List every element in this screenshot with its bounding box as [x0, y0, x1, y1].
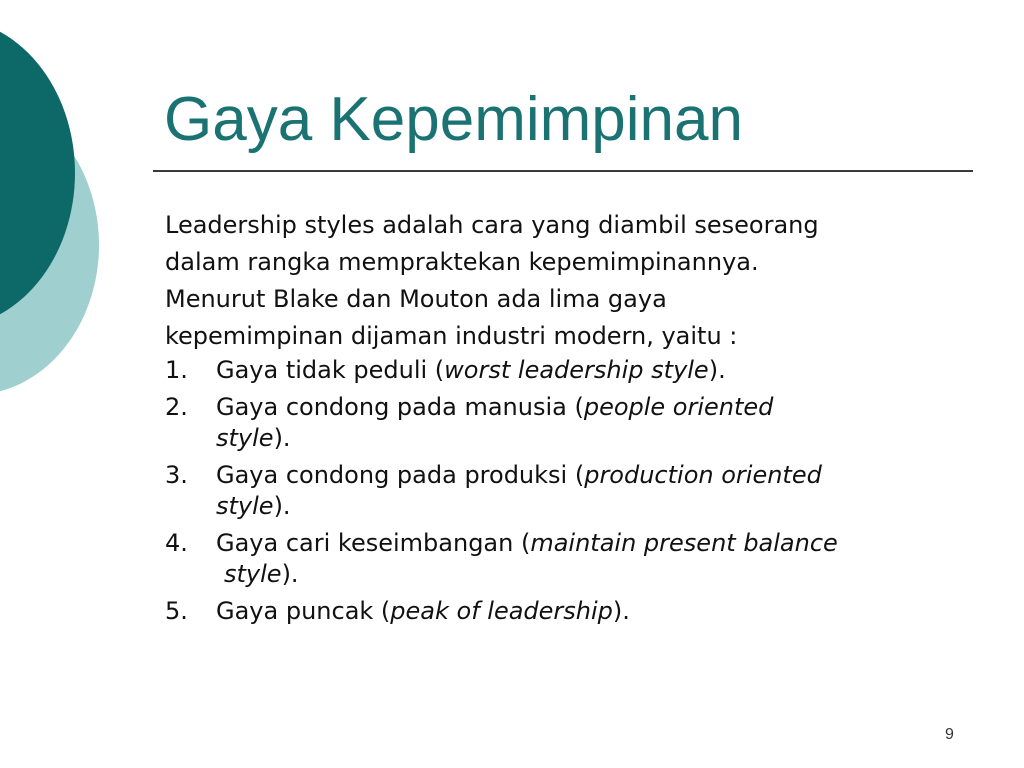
- style-english: people oriented: [583, 393, 774, 421]
- list-item: [165, 392, 965, 454]
- closing-punct: ).: [708, 356, 726, 384]
- list-item-line: [216, 392, 965, 423]
- list-item-number: 2.: [165, 393, 188, 421]
- intro-line: kepemimpinan dijaman industri modern, yaitu :: [165, 322, 738, 350]
- style-english: peak of leadership: [390, 597, 613, 625]
- list-item-number: 3.: [165, 461, 188, 489]
- closing-punct: ).: [273, 492, 291, 520]
- style-english: production oriented: [584, 461, 822, 489]
- closing-punct: ).: [612, 597, 630, 625]
- list-item-number: 5.: [165, 597, 188, 625]
- list-item-line-continued: [216, 423, 965, 454]
- list-item: [165, 460, 965, 522]
- intro-line: dalam rangka mempraktekan kepemimpinannya.: [165, 248, 759, 276]
- style-name: Gaya tidak peduli (: [216, 356, 445, 384]
- list-item-number: 1.: [165, 356, 188, 384]
- closing-punct: ).: [273, 424, 291, 452]
- list-item-line: [216, 460, 965, 491]
- slide-body: [165, 207, 965, 633]
- style-name: Gaya cari keseimbangan (: [216, 529, 531, 557]
- style-name: Gaya condong pada produksi (: [216, 461, 585, 489]
- leadership-styles-list: [165, 355, 965, 627]
- style-english-continued: style: [224, 560, 282, 588]
- style-english-continued: style: [216, 492, 274, 520]
- list-item-number: 4.: [165, 529, 188, 557]
- list-item-line: [216, 528, 965, 559]
- slide-title: Gaya Kepemimpinan: [164, 85, 743, 154]
- list-item-line-continued: [216, 559, 965, 590]
- intro-paragraph: [165, 207, 965, 355]
- style-english-continued: style: [216, 424, 274, 452]
- style-english: maintain present balance: [530, 529, 838, 557]
- title-divider: [153, 170, 973, 172]
- list-item-line: [216, 355, 965, 386]
- intro-line: Leadership styles adalah cara yang diambil seseorang: [165, 211, 819, 239]
- list-item-line: [216, 596, 965, 627]
- style-name: Gaya condong pada manusia (: [216, 393, 584, 421]
- list-item: [165, 528, 965, 590]
- list-item: [165, 596, 965, 627]
- closing-punct: ).: [281, 560, 299, 588]
- slide-number: 9: [945, 726, 954, 743]
- intro-line: Menurut Blake dan Mouton ada lima gaya: [165, 285, 667, 313]
- style-english: worst leadership style: [444, 356, 709, 384]
- list-item-line-continued: [216, 491, 965, 522]
- list-item: [165, 355, 965, 386]
- style-name: Gaya puncak (: [216, 597, 391, 625]
